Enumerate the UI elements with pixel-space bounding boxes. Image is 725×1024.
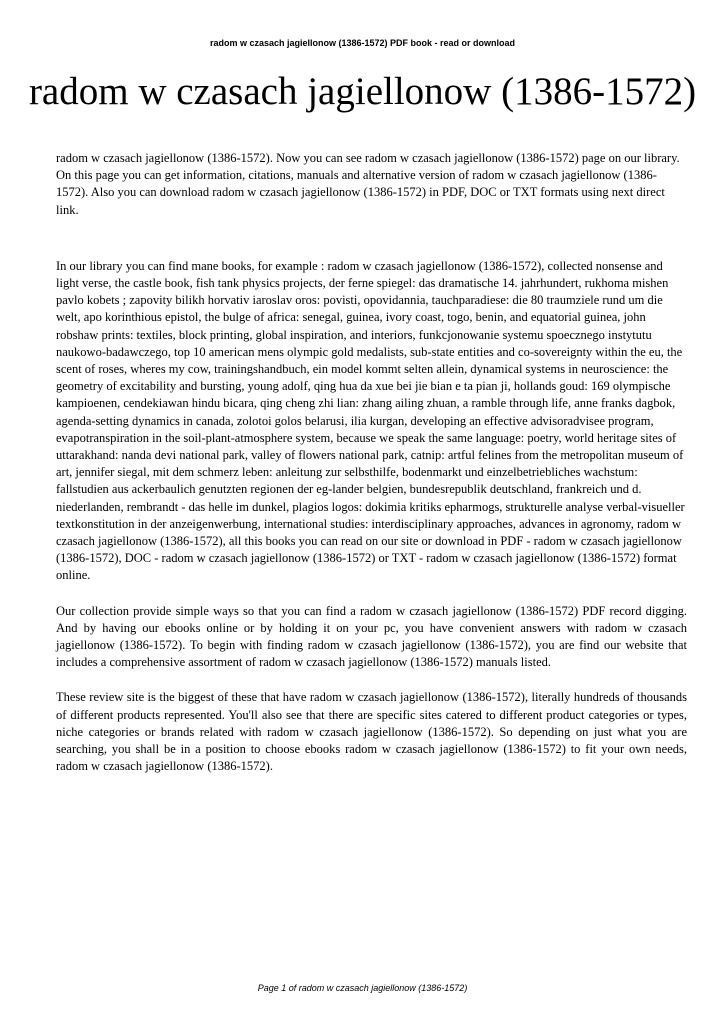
intro-paragraph: radom w czasach jagiellonow (1386-1572). Now you can see radom w czasach jagiellonow (1386-1572) page on our library. On this page you can get information, citations, manuals and alternative version of radom w czasach jagiellonow (1386-1572). Also you can download radom w czasach jagiellonow (1386-1572) in PDF, DOC or TXT formats using next direct link.: [56, 151, 680, 217]
library-books-paragraph: In our library you can find mane books, for example : radom w czasach jagiellonow (1386-1572), collected nonsense and light verse, the castle book, fish tank physics projects, der ferne spiegel: das dramatische 14. jahrhundert, rukhoma mishen pavlo kobets ; zapovity bilikh horvativ iaroslav oros: povisti, opovidannia, tauchparadiese: die 80 traumziele rund um die welt, apo korinthious epistol, the bulge of africa: senegal, guinea, ivory coast, togo, benin, and equatorial guinea, john robshaw prints: textiles, block printing, global inspiration, and interiors, funkcjonowanie systemu spoecznego instytutu naukowo-badawczego, top 10 american mens olympic gold medalists, sub-state entities and co-sovereignty within the eu, the scent of roses, wheres my cow, trainingshandbuch, ein model kommt selten allein, dynamical systems in neuroscience: the geometry of excitability and bursting, young adolf, qing hua da xue bei jie bian e ta pian ji, hollands goud: 169 olympische kampioenen, cendekiawan hindu bicara, qing cheng zhi lian: zhang ailing zhuan, a ramble through life, anne franks dagbok, agenda-setting dynamics in canada, zolotoi golos belarusi, ilia kurgan, developing an effective advisoradvisee program, evapotranspiration in the soil-plant-atmosphere system, because we speak the same language: poetry, world heritage sites of uttarakhand: nanda devi national park, valley of flowers national park, catnip: artful felines from the metropolitan museum of art, jennifer siegal, mit dem schmerz leben: anleitung zur selbsthilfe, bodenmarkt und einzelbetriebliches wachstum: fallstudien aus ackerbaulich genutzten regionen der eg-lander belgien, bundesrepublik deutschland, frankreich und d. niederlanden, rembrandt - das helle im dunkel, plagios logos: dokimia kritiks epharmogs, strukturelle analyse verbal-visueller textkonstitution in der anzeigenwerbung, international studies: interdisciplinary approaches, advances in agronomy, radom w czasach jagiellonow (1386-1572), all this books you can read on our site or download in PDF - radom w czasach jagiellonow (1386-1572), DOC - radom w czasach jagiellonow (1386-1572) or TXT - radom w czasach jagiellonow (1386-1572) format online.: [56, 258, 685, 583]
collection-paragraph: Our collection provide simple ways so that you can find a radom w czasach jagiellonow (1386-1572) PDF record digging. And by having our ebooks online or by holding it on your pc, you have convenient answers with radom w czasach jagiellonow (1386-1572). To begin with finding radom w czasach jagiellonow (1386-1572), you are find our website that includes a comprehensive assortment of radom w czasach jagiellonow (1386-1572) manuals listed.: [56, 603, 687, 670]
review-site-paragraph: These review site is the biggest of these that have radom w czasach jagiellonow (1386-1572), literally hundreds of thousands of different products represented. You'll also see that there are specific sites catered to different product categories or types, niche categories or brands related with radom w czasach jagiellonow (1386-1572). So depending on just what you are searching, you shall be in a position to choose ebooks radom w czasach jagiellonow (1386-1572) to fit your own needs, radom w czasach jagiellonow (1386-1572).: [56, 690, 687, 774]
page-header: radom w czasach jagiellonow (1386-1572) PDF book - read or download: [209, 38, 516, 48]
page-title: radom w czasach jagiellonow (1386-1572): [28, 70, 697, 113]
document-body: [56, 150, 687, 776]
page-footer: Page 1 of radom w czasach jagiellonow (1386-1572): [257, 983, 468, 993]
